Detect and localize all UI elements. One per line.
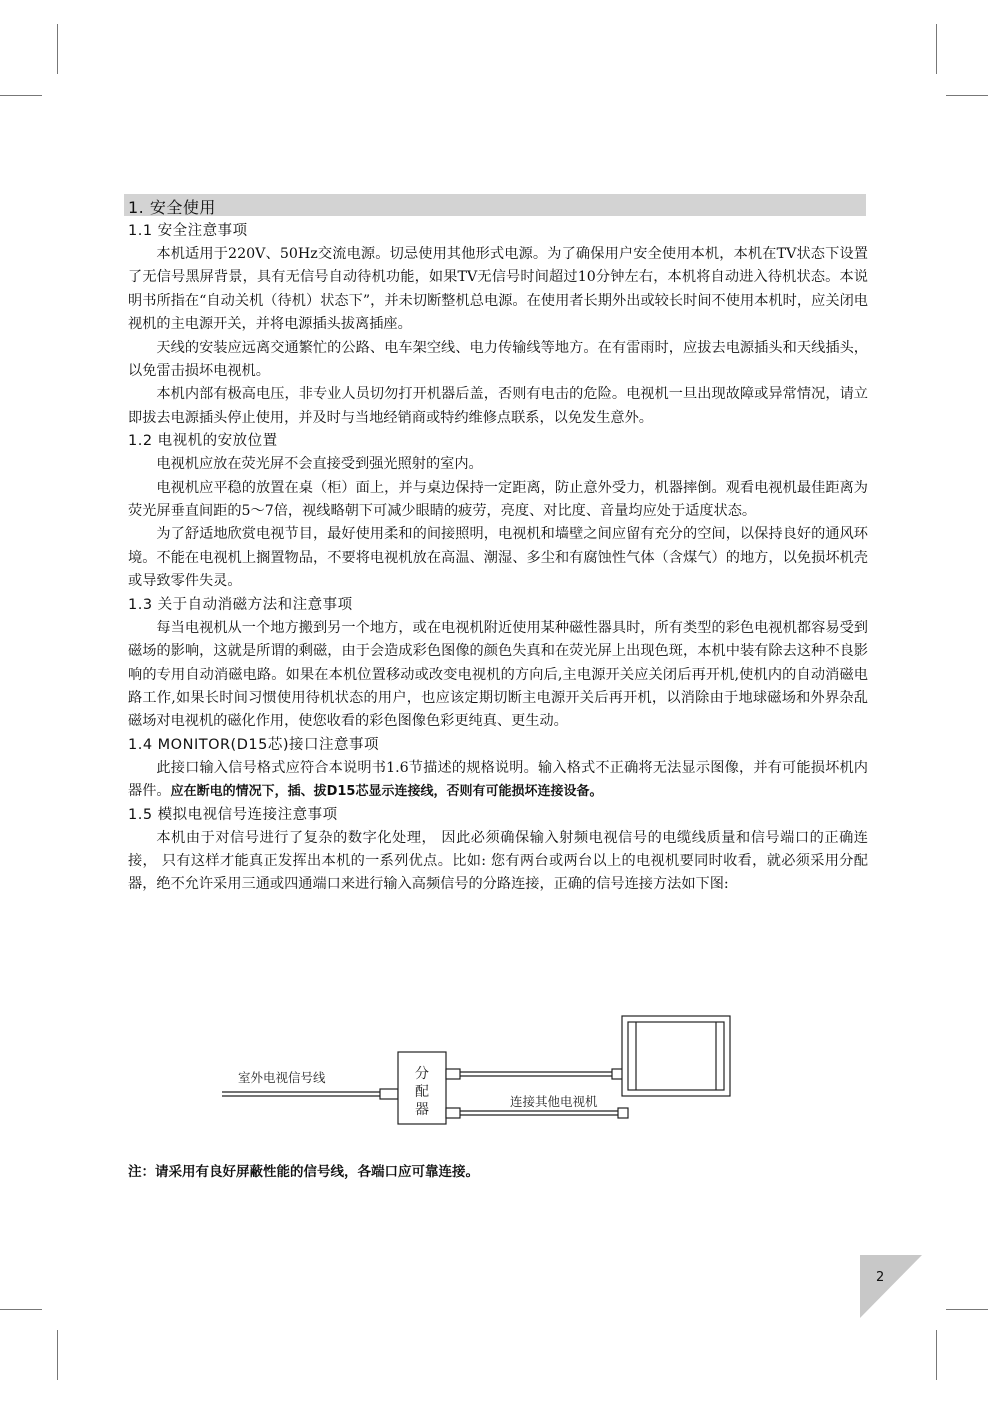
paragraph: 本机由于对信号进行了复杂的数字化处理， 因此必须确保输入射频电视信号的电缆线质量和信号端口的正确连接， 只有这样才能真正发挥出本机的一系列优点。比如: 您有两台或两台以上的电视机要同时收看，就必须采用分配器，绝不允许采用三通或四通端口来进行输入高频信号的分路连接，正确的信号连接方法如下图: <box>128 829 868 893</box>
heading-1-2: 1.2 电视机的安放位置 <box>128 433 278 450</box>
cable-connector <box>380 1089 398 1099</box>
heading-1-3: 1.3 关于自动消磁方法和注意事项 <box>128 596 353 613</box>
paragraph: 电视机应放在荧光屏不会直接受到强光照射的室内。 <box>156 456 483 473</box>
paragraph: 本机适用于220V、50Hz交流电源。切忌使用其他形式电源。为了确保用户安全使用本机，本机在TV状态下设置了无信号黑屏背景，具有无信号自动待机功能，如果TV无信号时间超过10分钟左右，本机将自动进入待机状态。本说明书所指在“自动关机（待机）状态下”，并未切断整机总电源。在使用者长期外出或较长时间不使用本机时，应关闭电视机的主电源开关，并将电源插头拔离插座。 <box>128 246 868 333</box>
paragraph: 电视机应平稳的放置在桌（柜）面上，并与桌边保持一定距离，防止意外受力，机器摔倒。观看电视机最佳距离为荧光屏垂直间距的5～7倍，视线略朝下可减少眼睛的疲劳，亮度、对比度、音量均应处于适度状态。 <box>128 479 868 520</box>
paragraph: 每当电视机从一个地方搬到另一个地方，或在电视机附近使用某种磁性器具时，所有类型的彩色电视机都容易受到磁场的影响，这就是所谓的剩磁，由于会造成彩色图像的颜色失真和在荧光屏上出现色斑，本机中装有除去这种不良影响的专用自动消磁电路。如果在本机位置移动或改变电视机的方向后,主电源开关应关闭后再开机,使机内的自动消磁电路工作,如果长时间习惯使用待机状态的用户，也应该定期切断主电源开关后再开机，以消除由于地球磁场和外界杂乱磁场对电视机的磁化作用，使您收看的彩色图像色彩更纯真、更生动。 <box>128 619 868 730</box>
paragraph-normal-text: 此接口输入信号格式应符合本说明书1.6节描述的规格说明。输入格式不正确将无法显示图像，并有可能损坏机内器件。 <box>128 759 868 800</box>
page-number: 2 <box>876 1270 885 1285</box>
warning-text: 应在断电的情况下，插、拔D15芯显示连接线，否则有可能损坏连接设备。 <box>170 784 603 800</box>
paragraph: 本机内部有极高电压，非专业人员切勿打开机器后盖，否则有电击的危险。电视机一旦出现故障或异常情况，请立即拔去电源插头停止使用，并及时与当地经销商或特约维修点联系，以免发生意外。 <box>128 386 868 426</box>
heading-1-5: 1.5 模拟电视信号连接注意事项 <box>128 806 338 823</box>
page-corner-decoration <box>860 1255 922 1318</box>
splitter-label-char: 分 <box>415 1066 429 1082</box>
paragraph: 为了舒适地欣赏电视节目，最好使用柔和的间接照明，电视机和墙壁之间应留有充分的空间，以保持良好的通风环境。不能在电视机上搁置物品，不要将电视机放在高温、潮湿、多尘和有腐蚀性气体（含煤气）的地方，以免损坏机壳或导致零件失灵。 <box>128 526 868 590</box>
heading-1-1: 1.1 安全注意事项 <box>128 223 248 239</box>
heading-1-4: 1.4 MONITOR(D15芯)接口注意事项 <box>128 736 379 753</box>
paragraph: 天线的安装应远离交通繁忙的公路、电车架空线、电力传输线等地方。在有雷雨时，应拔去电源插头和天线插头，以免雷击损坏电视机。 <box>128 339 868 380</box>
note-text: 注：请采用有良好屏蔽性能的信号线，各端口应可靠连接。 <box>128 1164 479 1180</box>
splitter-label-char: 器 <box>415 1102 429 1118</box>
splitter-label-char: 配 <box>415 1084 429 1100</box>
section-title: 1. 安全使用 <box>128 198 216 217</box>
cable-connector <box>446 1108 460 1118</box>
other-tv-label: 连接其他电视机 <box>510 1094 598 1109</box>
outdoor-cable-label: 室外电视信号线 <box>238 1070 326 1085</box>
cable-connector <box>446 1069 460 1079</box>
